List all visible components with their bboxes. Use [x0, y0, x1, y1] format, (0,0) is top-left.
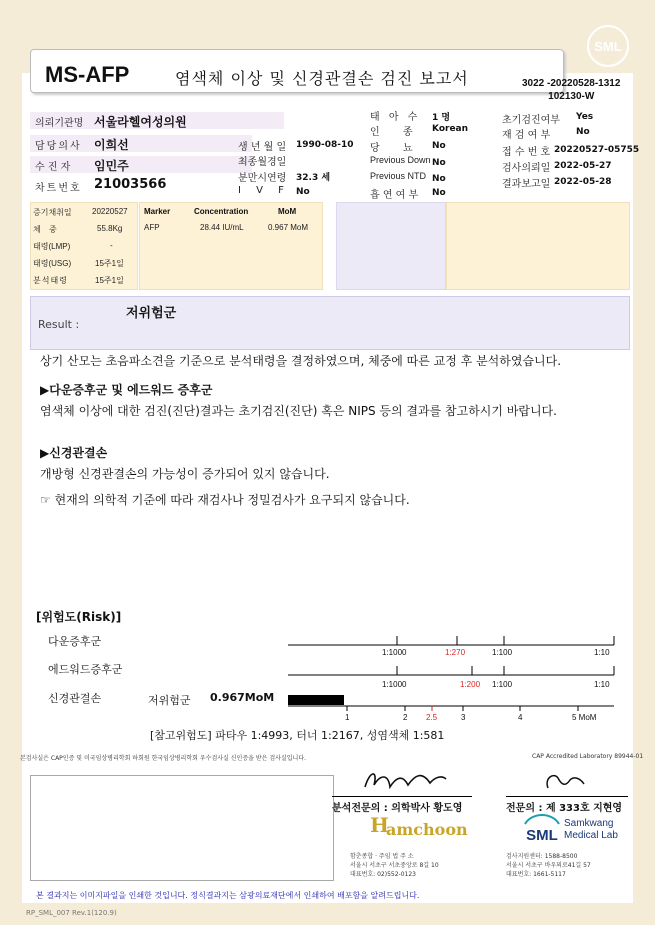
analyst-signature: [360, 765, 450, 795]
initial-label: 초기검진여부: [502, 115, 560, 126]
collect-date-label: 증기채취일: [33, 208, 72, 217]
ntd-tick-label-2: 2: [403, 713, 408, 722]
test-code: MS-AFP: [45, 62, 130, 87]
recheck-label: 재 검 여 부: [502, 130, 551, 141]
prev-down-value: No: [432, 158, 446, 168]
cap-notice: 본검사실은 CAP인증 및 미국임상병리학회 하회원 한국임상병리학회 우수검사실 신인증을 받은 검사실입니다.: [20, 755, 307, 762]
age-label: 분만시연령: [238, 173, 287, 184]
race-value: Korean: [432, 124, 469, 134]
doctor-value: 이희선: [94, 138, 129, 152]
edwards-tick-label-4: 1:10: [594, 680, 610, 689]
edwards-tick-label-1: 1:1000: [382, 680, 407, 689]
risk-title: [위험도(Risk)]: [36, 610, 122, 624]
request-date-value: 2022-05-27: [554, 161, 612, 171]
cap-accreditation: CAP Accredited Laboratory 89944-01: [532, 753, 644, 760]
edwards-tick-label-3: 1:100: [492, 680, 513, 689]
hamchoon-addr-2: 서울시 서초구 서초중앙로 8길 10: [350, 862, 439, 869]
down-label: 다운증후군: [48, 635, 102, 648]
report-date-label: 결과보고일: [502, 179, 551, 190]
ntd-tick-label-4: 3: [461, 713, 466, 722]
doctor-label: 담당의사: [35, 141, 82, 152]
edwards-label: 에드워드증후군: [48, 663, 123, 676]
body-line-1: 상기 산모는 초음파소견을 기준으로 분석태령을 결정하였으며, 체중에 따른 교정 후 분석하였습니다.: [40, 354, 562, 368]
document-code: RP_SML_007 Rev.1(120.9): [26, 909, 117, 917]
weight-label: 체 중: [33, 225, 60, 234]
ntd-tick-label-5: 4: [518, 713, 523, 722]
sml-lab-name-2: Medical Lab: [564, 830, 618, 841]
section-1-title: ▶다운증후군 및 에드워드 증후군: [40, 383, 213, 397]
logo-text: SML: [594, 39, 622, 54]
concentration-value: 28.44 IU/mL: [200, 223, 244, 232]
examinee-value: 임민주: [94, 159, 129, 173]
diabetes-label: 당 뇨: [370, 143, 423, 154]
note-text: ☞ 현재의 의학적 기준에 따라 재검사나 정밀검사가 요구되지 않습니다.: [40, 493, 410, 507]
section-2-title: ▶신경관결손: [40, 446, 108, 460]
hamchoon-addr-3: 대표번호: 02)552-0123: [350, 871, 416, 878]
ga-analysis-value: 15주1일: [95, 276, 124, 285]
ga-usg-value: 15주1일: [95, 259, 124, 268]
smoking-value: No: [432, 188, 446, 198]
age-value: 32.3 세: [296, 173, 331, 183]
result-value: 저위험군: [126, 306, 177, 321]
ntd-tick-label-3: 2.5: [426, 713, 438, 722]
ntd-label: 신경관결손: [48, 692, 102, 705]
down-tick-label-1: 1:1000: [382, 648, 407, 657]
specialist-name: 전문의 : 제 333호 지현영: [506, 803, 623, 814]
reference-risk: [참고위험도] 파타우 1:4993, 터너 1:2167, 성염색체 1:581: [150, 729, 445, 742]
dob-label: 생 년 월 일: [238, 142, 287, 153]
marker-value: AFP: [144, 223, 160, 232]
ivf-label: I V F: [238, 185, 290, 196]
ntd-risk: 저위험군: [148, 694, 191, 707]
report-number-line2: 102130-W: [548, 91, 595, 102]
request-date-label: 검사의뢰일: [502, 163, 551, 174]
report-date-value: 2022-05-28: [554, 177, 612, 187]
race-label: 인 종: [370, 127, 423, 138]
down-tick-label-2: 1:270: [445, 648, 466, 657]
concentration-header: Concentration: [194, 207, 249, 216]
analyst-name: 분석전문의 : 의학박사 황도영: [332, 803, 463, 814]
receipt-label: 접 수 번 호: [502, 147, 551, 158]
fetus-label: 태 아 수: [370, 112, 421, 123]
ntd-tick-label-6: 5 MoM: [572, 713, 597, 722]
hamchoon-logo-h: H: [370, 813, 389, 837]
institution-label: 의뢰기관명: [35, 118, 84, 129]
analyst-sign-line: [332, 796, 472, 797]
mom-value: 0.967 MoM: [268, 223, 309, 232]
collect-date-value: 20220527: [92, 207, 128, 216]
result-label: Result :: [38, 318, 80, 331]
ivf-value: No: [296, 187, 310, 197]
initial-value: Yes: [576, 112, 594, 122]
memo-box: [30, 775, 334, 881]
marker-header: Marker: [144, 207, 171, 216]
ntd-mom: 0.967MoM: [210, 691, 275, 704]
receipt-value: 20220527-05755: [554, 145, 640, 155]
sml-lab-name-1: Samkwang: [564, 818, 614, 829]
edwards-tick-label-2: 1:200: [460, 680, 481, 689]
report-number-line1: 3022 -20220528-1312: [522, 78, 621, 89]
hamchoon-addr-1: 함춘종합 · 주임 법 주 소: [350, 853, 414, 860]
institution-value: 서울라헬여성의원: [94, 115, 187, 129]
ga-analysis-label: 분석태령: [33, 276, 68, 285]
specialist-sign-line: [506, 796, 628, 797]
prev-ntd-label: Previous NTD: [370, 171, 427, 181]
lmp-label: 최종월경일: [238, 157, 287, 168]
dob-value: 1990-08-10: [296, 140, 354, 150]
section-1-text: 염색체 이상에 대한 검진(진단)결과는 초기검진(진단) 혹은 NIPS 등의 결과를 참고하시기 바랍니다.: [40, 404, 557, 418]
specialist-signature: [540, 768, 590, 794]
diabetes-value: No: [432, 141, 446, 151]
ga-lmp-label: 태령(LMP): [33, 242, 71, 251]
smoking-label: 흡 연 여 부: [370, 190, 419, 201]
ga-usg-label: 태령(USG): [33, 259, 72, 268]
sml-lab-logo: [522, 810, 562, 846]
hamchoon-logo-text: amchoon: [386, 820, 468, 839]
ga-lmp-value: -: [110, 241, 113, 250]
down-tick-label-3: 1:100: [492, 648, 513, 657]
prev-ntd-value: No: [432, 174, 446, 184]
sml-addr-1: 검사지원센터: 1588-8500: [506, 853, 578, 860]
sml-lab-short: SML: [526, 827, 558, 844]
prev-down-label: Previous Down: [370, 155, 431, 165]
chart-label: 차트번호: [35, 183, 82, 194]
chart-value: 21003566: [94, 177, 167, 192]
mom-header: MoM: [278, 207, 297, 216]
down-tick-label-4: 1:10: [594, 648, 610, 657]
sml-addr-3: 대표번호: 1661-5117: [506, 871, 566, 878]
ntd-mom-bar: [288, 695, 344, 705]
section-2-text: 개방형 신경관결손의 가능성이 증가되어 있지 않습니다.: [40, 467, 330, 481]
recheck-value: No: [576, 127, 590, 137]
weight-value: 55.8Kg: [97, 224, 123, 233]
sml-addr-2: 서울시 서초구 바우뫼로41길 57: [506, 862, 591, 869]
footer-notice: 본 결과지는 이미지파일을 인쇄한 것입니다. 정식결과지는 삼광의료재단에서 인쇄하여 배포함을 알려드립니다.: [36, 891, 420, 900]
ntd-tick-label-1: 1: [345, 713, 350, 722]
fetus-value: 1 명: [432, 113, 451, 123]
page-title: 염색체 이상 및 신경관결손 검진 보고서: [175, 69, 469, 88]
examinee-label: 수 진 자: [35, 162, 71, 173]
